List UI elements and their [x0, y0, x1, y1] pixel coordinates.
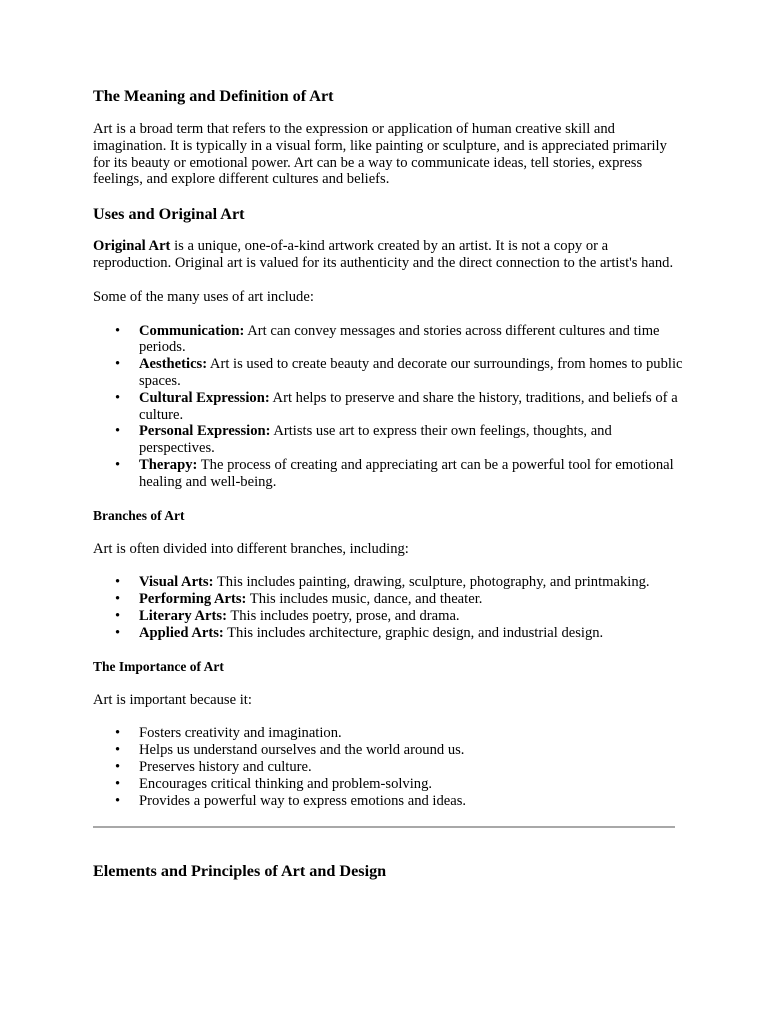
list-item-term: Cultural Expression: — [139, 389, 270, 406]
list-item — [115, 742, 683, 759]
bullet-icon: • — [115, 758, 121, 775]
elements-heading: Elements and Principles of Art and Design — [93, 862, 387, 881]
list-item-text: Art helps to preserve and share the history, traditions, and beliefs of a culture. — [139, 389, 678, 423]
bullet-icon: • — [115, 456, 121, 473]
list-item-term: Performing Arts: — [139, 591, 247, 608]
original-art-term: Original Art — [93, 238, 171, 255]
list-item — [115, 356, 683, 390]
list-item-text: Artists use art to express their own feelings, thoughts, and perspectives. — [139, 423, 612, 457]
bullet-icon: • — [115, 742, 121, 759]
list-item — [115, 322, 683, 357]
list-item — [115, 456, 683, 491]
list-item — [115, 389, 683, 424]
list-item-term: Aesthetics: — [139, 356, 208, 373]
list-item-text: This includes music, dance, and theater. — [246, 591, 483, 608]
bullet-icon: • — [115, 389, 121, 406]
section-divider — [93, 826, 675, 828]
list-item — [115, 725, 683, 742]
list-item-text: This includes architecture, graphic design, and industrial design. — [223, 624, 604, 641]
list-item-term: Personal Expression: — [139, 423, 271, 440]
list-item-term: Visual Arts: — [139, 574, 214, 591]
list-item — [115, 591, 683, 608]
list-item-term: Therapy: — [139, 456, 198, 473]
bullet-icon: • — [115, 322, 121, 339]
intro-paragraph: Art is a broad term that refers to the expression or application of human creative skill and imagination. It is typically in a visual form, like painting or sculpture, and is appreciated primarily for its beauty or emotional power. Art can be a way to communicate ideas, tell stories, express feelings, and explore different cultures and beliefs. — [93, 121, 667, 188]
bullet-icon: • — [115, 792, 121, 809]
list-item-text: Encourages critical thinking and problem-solving. — [139, 775, 433, 792]
list-item-term: Applied Arts: — [139, 624, 224, 641]
list-item — [115, 574, 683, 591]
list-item-term: Literary Arts: — [139, 607, 227, 624]
list-item-text: Art can convey messages and stories across different cultures and time periods. — [139, 322, 660, 356]
bullet-icon: • — [115, 591, 121, 608]
bullet-icon: • — [115, 775, 121, 792]
list-item-text: This includes poetry, prose, and drama. — [226, 607, 460, 624]
list-item-text: Preserves history and culture. — [139, 758, 312, 775]
list-item — [115, 792, 683, 810]
uses-list — [93, 323, 683, 491]
original-art-text: is a unique, one-of-a-kind artwork created by an artist. It is not a copy or a reproduction. Original art is valued for its authenticity and the direct connection to the artist's hand. — [93, 238, 674, 271]
list-item — [115, 423, 683, 457]
bullet-icon: • — [115, 423, 121, 440]
importance-intro: Art is important because it: — [93, 691, 252, 708]
list-item-text: Helps us understand ourselves and the world around us. — [139, 742, 465, 759]
branches-intro: Art is often divided into different branches, including: — [93, 540, 409, 557]
bullet-icon: • — [115, 356, 121, 373]
list-item-term: Communication: — [139, 322, 245, 339]
list-item-text: This includes painting, drawing, sculpture, photography, and printmaking. — [213, 574, 650, 591]
importance-heading: The Importance of Art — [93, 658, 224, 674]
list-item — [115, 758, 683, 776]
branches-list — [93, 574, 683, 641]
list-item — [115, 607, 683, 625]
uses-heading: Uses and Original Art — [93, 205, 245, 224]
original-art-paragraph — [93, 238, 683, 272]
document-page — [93, 86, 683, 881]
bullet-icon: • — [115, 624, 121, 641]
bullet-icon: • — [115, 607, 121, 624]
list-item-text: Art is used to create beauty and decorate our surroundings, from homes to public spaces. — [139, 356, 683, 389]
list-item-text: Fosters creativity and imagination. — [139, 725, 342, 742]
list-item — [115, 775, 683, 793]
branches-heading: Branches of Art — [93, 507, 185, 523]
list-item-text: Provides a powerful way to express emotions and ideas. — [139, 792, 467, 809]
page-title: The Meaning and Definition of Art — [93, 87, 334, 105]
bullet-icon: • — [115, 574, 121, 591]
bullet-icon: • — [115, 725, 121, 742]
importance-list — [93, 725, 683, 809]
uses-list-intro: Some of the many uses of art include: — [93, 288, 314, 305]
list-item-text: The process of creating and appreciating art can be a powerful tool for emotional healing and well-being. — [139, 456, 674, 490]
list-item — [115, 624, 683, 642]
